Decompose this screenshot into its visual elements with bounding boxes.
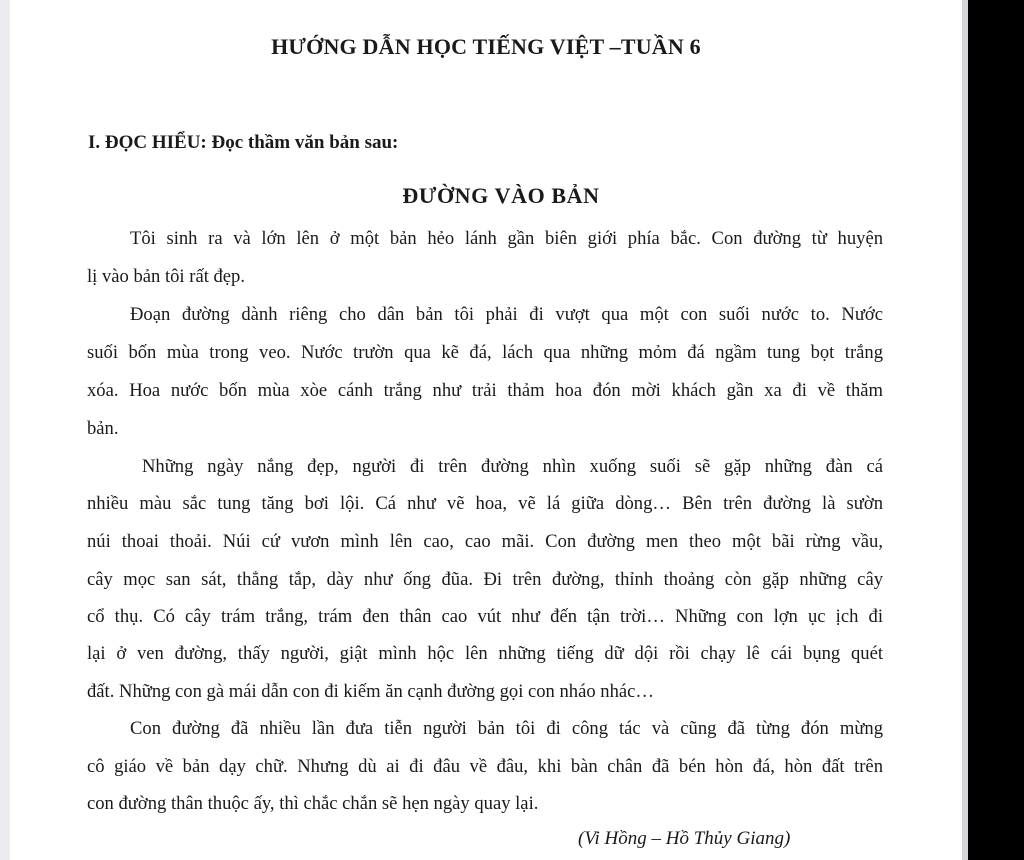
text-line: Đoạn đường dành riêng cho dân bản tôi phải đi vượt qua một con suối nước to. Nước (130, 304, 883, 325)
source-citation: (Vi Hồng – Hồ Thủy Giang) (578, 828, 791, 849)
text-line: Tôi sinh ra và lớn lên ở một bản hẻo lánh gần biên giới phía bắc. Con đường từ huyện (130, 228, 883, 249)
text-line: Con đường đã nhiều lần đưa tiễn người bản tôi đi công tác và cũng đã từng đón mừng (130, 718, 883, 739)
text-line: lại ở ven đường, thấy người, giật mình hộc lên những tiếng dữ dội rồi chạy lê cái bụng quét (87, 643, 883, 664)
text-line: đất. Những con gà mái dẫn con đi kiếm ăn cạnh đường gọi con nháo nhác… (87, 681, 654, 702)
text-line: lị vào bản tôi rất đẹp. (87, 266, 246, 287)
page-title: HƯỚNG DẪN HỌC TIẾNG VIỆT –TUẦN 6 (271, 34, 701, 59)
left-margin-strip (0, 0, 10, 860)
text-line: bản. (87, 418, 119, 439)
text-line: cô giáo về bản dạy chữ. Nhưng dù ai đi đâu về đâu, khi bàn chân đã bén hòn đá, hòn đất trên (87, 756, 883, 777)
section-heading: I. ĐỌC HIỂU: Đọc thầm văn bản sau: (88, 132, 399, 153)
text-line: cổ thụ. Có cây trám trắng, trám đen thân cao vút như đến tận trời… Những con lợn ục ịch đi (87, 606, 883, 627)
text-line: xóa. Hoa nước bốn mùa xòe cánh trắng như trải thảm hoa đón mời khách gần xa đi về thăm (87, 380, 883, 401)
text-line: núi thoai thoải. Núi cứ vươn mình lên cao, cao mãi. Con đường men theo một bãi rừng vầu, (87, 531, 883, 552)
text-line: nhiều màu sắc tung tăng bơi lội. Cá như vẽ hoa, vẽ lá giữa dòng… Bên trên đường là sườn (87, 493, 883, 514)
text-line: cây mọc san sát, thẳng tắp, dày như ống đũa. Đi trên đường, thỉnh thoảng còn gặp những cây (87, 569, 883, 590)
document-page[interactable] (10, 0, 962, 860)
text-line: con đường thân thuộc ấy, thì chắc chắn sẽ hẹn ngày quay lại. (87, 793, 539, 814)
story-title: ĐƯỜNG VÀO BẢN (402, 183, 600, 208)
viewer-background (968, 0, 1024, 860)
text-line: Những ngày nắng đẹp, người đi trên đường nhìn xuống suối sẽ gặp những đàn cá (142, 456, 883, 477)
text-line: suối bốn mùa trong veo. Nước trườn qua kẽ đá, lách qua những mỏm đá ngầm tung bọt trắng (87, 342, 883, 363)
